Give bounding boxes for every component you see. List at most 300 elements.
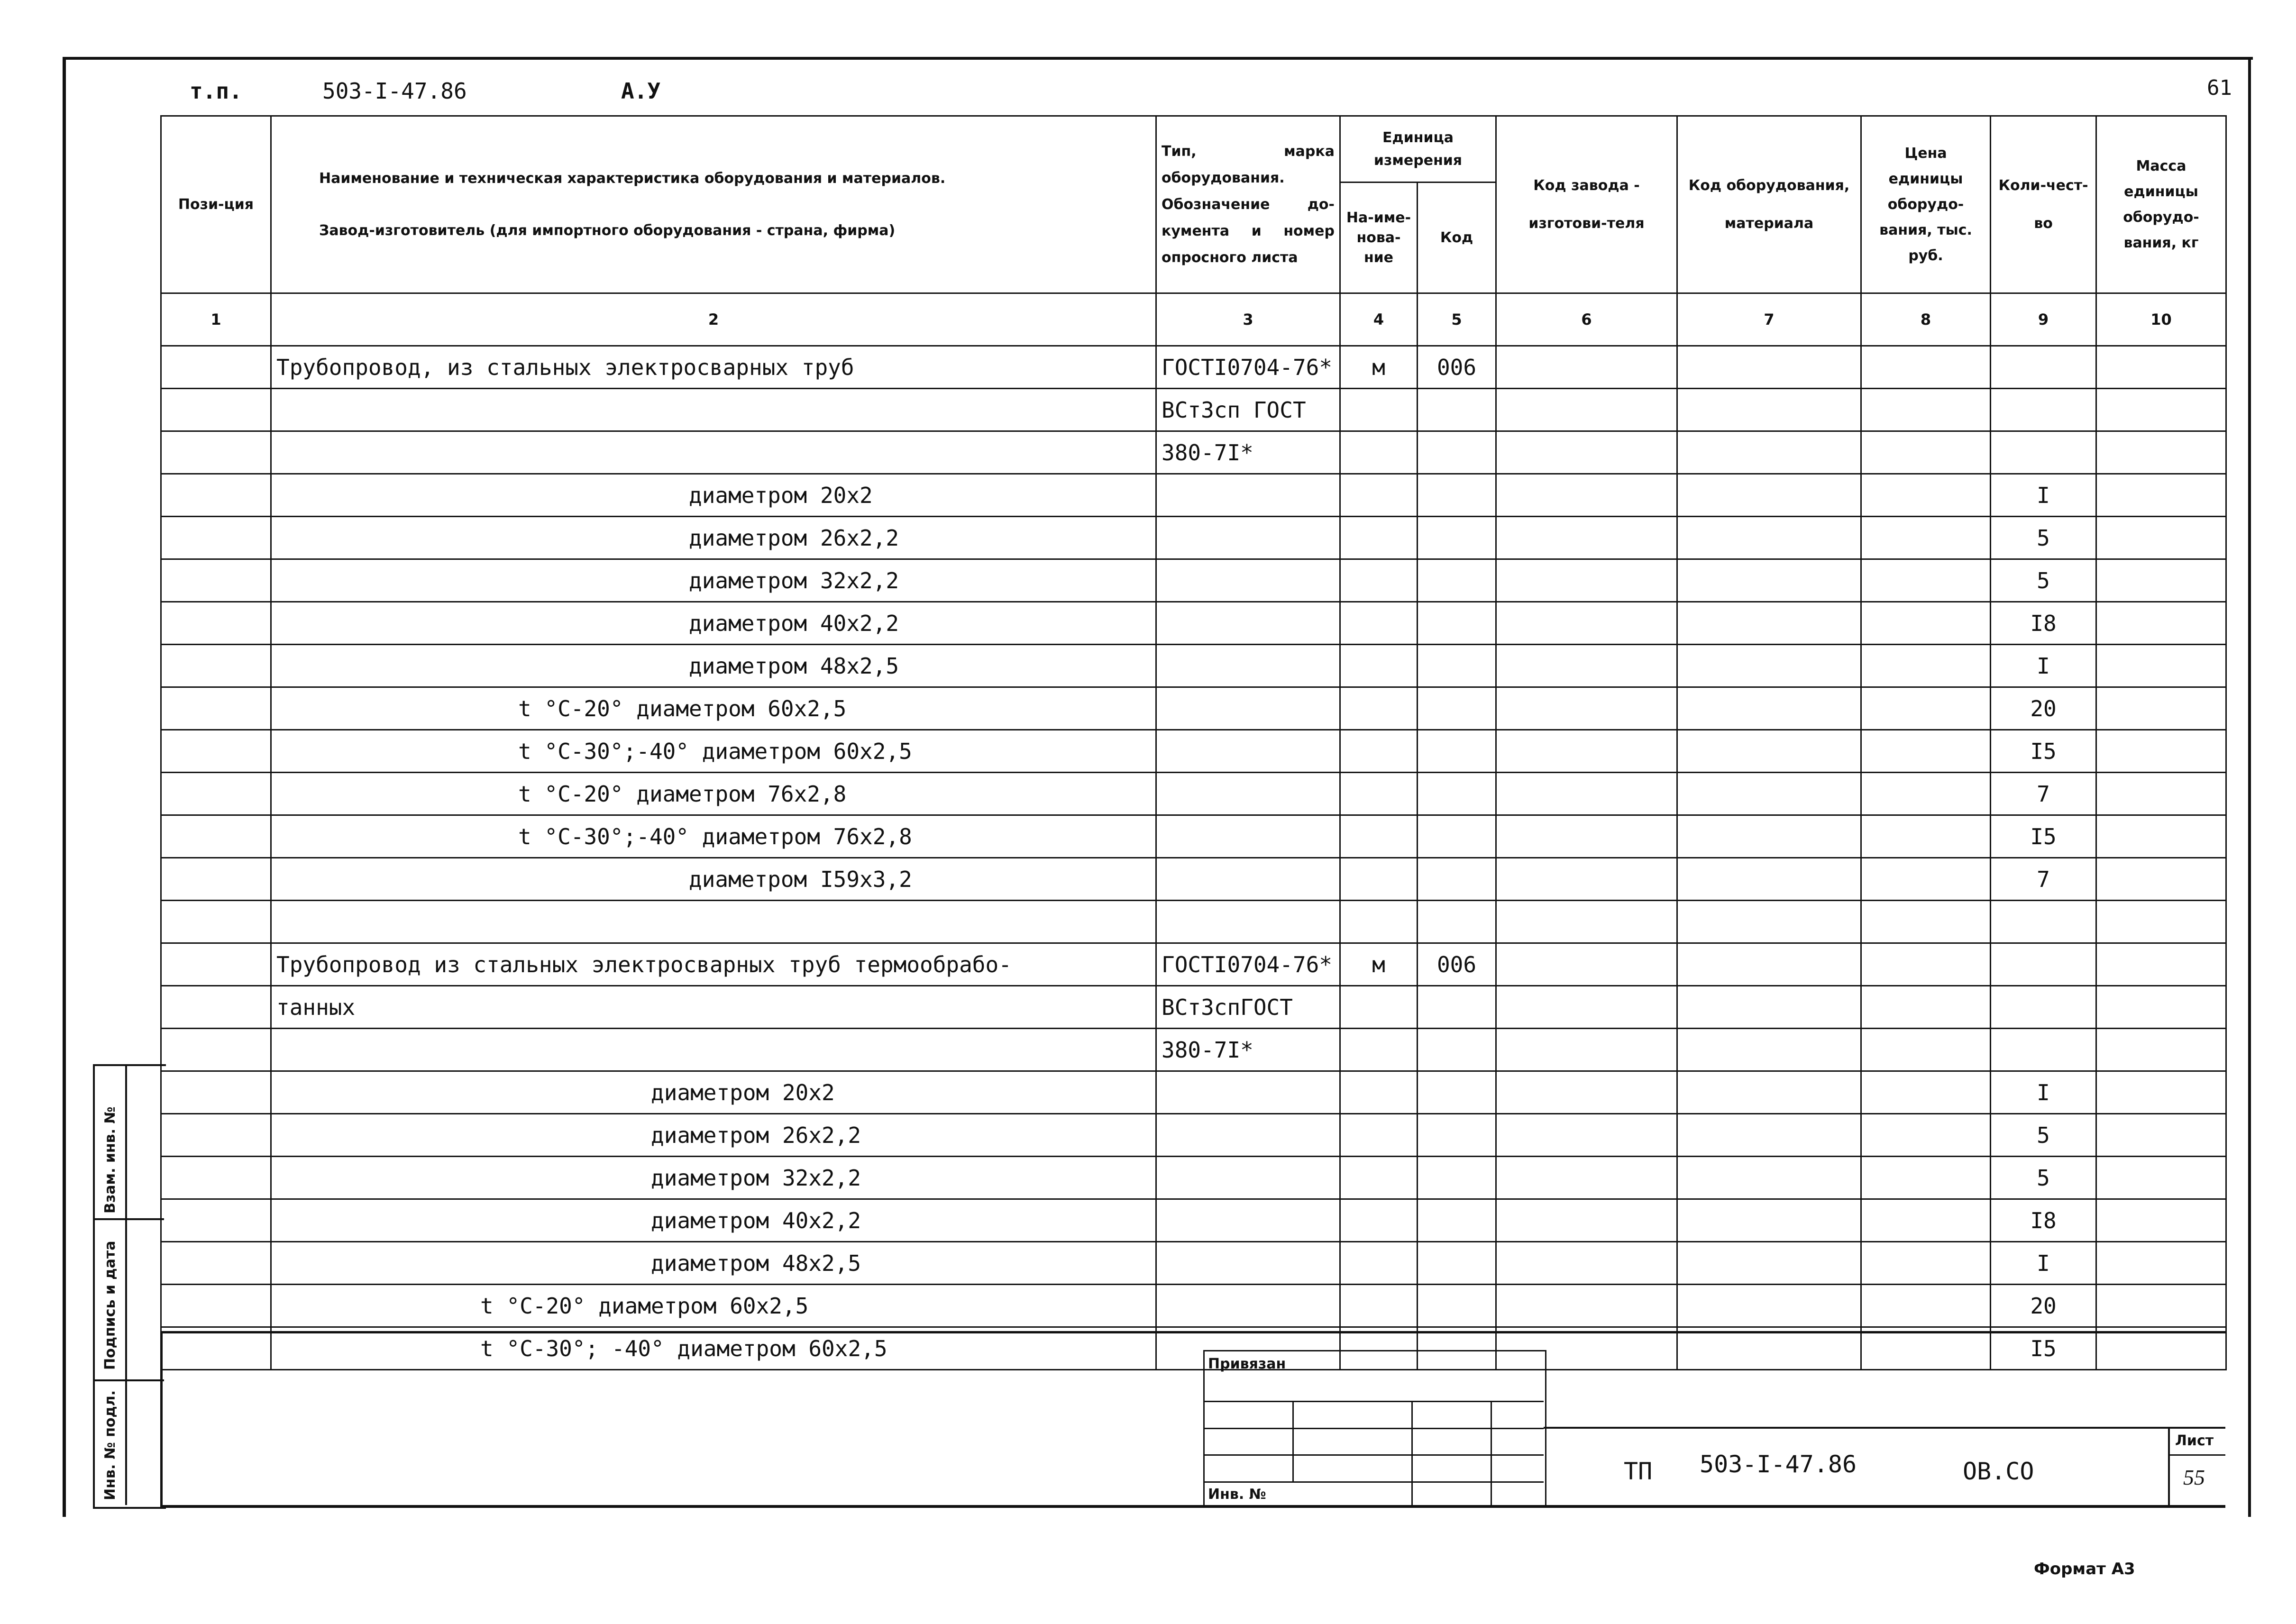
col-number: 9 xyxy=(1991,293,2096,346)
row-unit: м xyxy=(1340,346,1418,389)
header-mass: Масса единицы оборудо-вания, кг xyxy=(2096,116,2226,293)
row-name: диаметром 48х2,5 xyxy=(271,645,1156,687)
row-unit-code xyxy=(1418,1071,1496,1114)
table-cell xyxy=(161,1242,271,1285)
row-type xyxy=(1156,901,1340,943)
col-number: 4 xyxy=(1340,293,1418,346)
table-cell xyxy=(1677,730,1861,773)
table-row xyxy=(161,986,2226,1029)
row-unit xyxy=(1340,773,1418,815)
title-block-tp: ТП xyxy=(1624,1458,1653,1485)
table-cell xyxy=(1677,559,1861,602)
table-cell xyxy=(1677,1029,1861,1071)
row-type xyxy=(1156,730,1340,773)
title-block-sheet-divider xyxy=(2168,1427,2170,1507)
table-cell xyxy=(161,645,271,687)
stamp-line xyxy=(1491,1401,1492,1505)
bottom-area-top-line xyxy=(160,1331,2225,1333)
table-cell xyxy=(1496,645,1677,687)
table-cell xyxy=(1861,1327,1991,1370)
table-row xyxy=(161,858,2226,901)
row-quantity: I xyxy=(1991,1071,2096,1114)
table-cell xyxy=(2096,602,2226,645)
row-quantity xyxy=(1991,986,2096,1029)
table-cell xyxy=(1677,1071,1861,1114)
table-cell xyxy=(1677,687,1861,730)
title-block-sheet-label: Лист xyxy=(2175,1432,2214,1449)
row-unit-code xyxy=(1418,1157,1496,1199)
table-cell xyxy=(1496,346,1677,389)
row-type xyxy=(1156,1285,1340,1327)
table-cell xyxy=(1496,431,1677,474)
stamp-line xyxy=(1203,1401,1544,1402)
frame-top-line xyxy=(63,57,2253,60)
specification-table xyxy=(160,115,2227,1370)
row-quantity: 7 xyxy=(1991,773,2096,815)
table-cell xyxy=(2096,986,2226,1029)
row-quantity: 5 xyxy=(1991,559,2096,602)
title-block-number: 503-I-47.86 xyxy=(1700,1451,1857,1478)
row-type: ГОСТI0704-76* xyxy=(1156,943,1340,986)
stamp-line xyxy=(1203,1481,1544,1483)
row-unit-code xyxy=(1418,474,1496,517)
table-cell xyxy=(161,517,271,559)
row-type xyxy=(1156,1114,1340,1157)
col-number: 7 xyxy=(1677,293,1861,346)
table-cell xyxy=(1861,1157,1991,1199)
table-cell xyxy=(1496,1285,1677,1327)
table-row xyxy=(161,773,2226,815)
row-quantity xyxy=(1991,943,2096,986)
table-cell xyxy=(1861,1285,1991,1327)
row-unit-code xyxy=(1418,1285,1496,1327)
row-name: диаметром 40х2,2 xyxy=(271,1199,1156,1242)
bottom-area-left-line xyxy=(160,1331,163,1507)
row-unit-code: 006 xyxy=(1418,943,1496,986)
row-name: Трубопровод из стальных электросварных труб термообрабо- xyxy=(271,943,1156,986)
row-unit-code xyxy=(1418,858,1496,901)
row-name: диаметром 26х2,2 xyxy=(271,1114,1156,1157)
table-cell xyxy=(1677,602,1861,645)
row-name: Трубопровод, из стальных электросварных труб xyxy=(271,346,1156,389)
table-cell xyxy=(1677,474,1861,517)
table-cell xyxy=(2096,389,2226,431)
row-quantity: I5 xyxy=(1991,1327,2096,1370)
row-unit-code xyxy=(1418,815,1496,858)
row-unit-code xyxy=(1418,517,1496,559)
row-unit-code xyxy=(1418,730,1496,773)
row-name xyxy=(271,389,1156,431)
stamp-line xyxy=(1203,1454,1544,1456)
table-cell xyxy=(161,1029,271,1071)
table-cell xyxy=(1496,1157,1677,1199)
table-cell xyxy=(2096,346,2226,389)
row-unit xyxy=(1340,1242,1418,1285)
table-cell xyxy=(2096,858,2226,901)
row-name: t °C-20° диаметром 60х2,5 xyxy=(271,687,1156,730)
table-cell xyxy=(1861,815,1991,858)
table-cell xyxy=(161,1327,271,1370)
header-maker-code: Код завода - изготови-теля xyxy=(1496,116,1677,293)
table-row xyxy=(161,687,2226,730)
stamp-line xyxy=(1411,1401,1413,1505)
title-block-sheet-line xyxy=(2168,1454,2225,1456)
table-cell xyxy=(161,431,271,474)
col-number: 3 xyxy=(1156,293,1340,346)
table-cell xyxy=(1861,1071,1991,1114)
table-cell xyxy=(161,901,271,943)
table-cell xyxy=(1496,1199,1677,1242)
table-cell xyxy=(1496,730,1677,773)
table-cell xyxy=(161,474,271,517)
table-cell xyxy=(1677,1157,1861,1199)
row-unit xyxy=(1340,431,1418,474)
table-row xyxy=(161,943,2226,986)
table-row xyxy=(161,602,2226,645)
table-cell xyxy=(1496,559,1677,602)
table-cell xyxy=(1861,1199,1991,1242)
row-name: танных xyxy=(271,986,1156,1029)
row-unit xyxy=(1340,1285,1418,1327)
row-unit xyxy=(1340,389,1418,431)
table-cell xyxy=(161,730,271,773)
row-unit-code xyxy=(1418,389,1496,431)
row-unit xyxy=(1340,901,1418,943)
table-cell xyxy=(1861,517,1991,559)
table-row xyxy=(161,1199,2226,1242)
row-name xyxy=(271,1029,1156,1071)
table-cell xyxy=(161,346,271,389)
row-quantity xyxy=(1991,1029,2096,1071)
table-row xyxy=(161,517,2226,559)
row-type xyxy=(1156,1071,1340,1114)
table-cell xyxy=(161,1157,271,1199)
row-quantity xyxy=(1991,346,2096,389)
row-quantity xyxy=(1991,431,2096,474)
side-label-sign-date: Подпись и дата xyxy=(102,1241,119,1370)
table-cell xyxy=(2096,943,2226,986)
row-type: ВСт3спГОСТ xyxy=(1156,986,1340,1029)
row-type xyxy=(1156,517,1340,559)
table-cell xyxy=(1496,687,1677,730)
title-block-top-line xyxy=(1544,1427,2225,1429)
format-label: Формат А3 xyxy=(2034,1560,2135,1578)
row-quantity: I5 xyxy=(1991,730,2096,773)
row-name: диаметром 20х2 xyxy=(271,474,1156,517)
row-unit xyxy=(1340,858,1418,901)
row-unit xyxy=(1340,687,1418,730)
table-cell xyxy=(161,986,271,1029)
table-cell xyxy=(1861,645,1991,687)
row-unit-code: 006 xyxy=(1418,346,1496,389)
title-block-code: ОВ.СО xyxy=(1963,1458,2034,1485)
row-type: ВСт3сп ГОСТ xyxy=(1156,389,1340,431)
table-cell xyxy=(1677,901,1861,943)
row-name: t °C-20° диаметром 60х2,5 xyxy=(271,1285,1156,1327)
table-cell xyxy=(1861,773,1991,815)
table-cell xyxy=(1496,901,1677,943)
table-cell xyxy=(1496,986,1677,1029)
table-cell xyxy=(2096,474,2226,517)
table-cell xyxy=(2096,431,2226,474)
project-number: 503-I-47.86 xyxy=(322,78,467,104)
row-name: t °C-30°; -40° диаметром 60х2,5 xyxy=(271,1327,1156,1370)
section-code: А.У xyxy=(621,78,661,104)
header-unit-code: Код xyxy=(1418,182,1496,293)
table-row xyxy=(161,1327,2226,1370)
row-quantity: 5 xyxy=(1991,1157,2096,1199)
table-cell xyxy=(1677,1114,1861,1157)
header-equipment-code: Код оборудования, материала xyxy=(1677,116,1861,293)
table-cell xyxy=(2096,815,2226,858)
row-name xyxy=(271,431,1156,474)
table-cell xyxy=(1677,389,1861,431)
row-unit xyxy=(1340,986,1418,1029)
table-cell xyxy=(1861,687,1991,730)
table-cell xyxy=(161,389,271,431)
table-cell xyxy=(2096,1071,2226,1114)
table-cell xyxy=(161,815,271,858)
header-quantity: Коли-чест-во xyxy=(1991,116,2096,293)
row-quantity: I8 xyxy=(1991,602,2096,645)
row-unit-code xyxy=(1418,1242,1496,1285)
row-type xyxy=(1156,773,1340,815)
col-number: 5 xyxy=(1418,293,1496,346)
table-cell xyxy=(2096,1327,2226,1370)
table-cell xyxy=(2096,1242,2226,1285)
col-number: 8 xyxy=(1861,293,1991,346)
table-cell xyxy=(2096,1285,2226,1327)
table-cell xyxy=(1861,1029,1991,1071)
row-type xyxy=(1156,815,1340,858)
row-name: диаметром 32х2,2 xyxy=(271,559,1156,602)
row-unit-code xyxy=(1418,986,1496,1029)
row-unit xyxy=(1340,517,1418,559)
side-label-inv-orig: Инв. № подл. xyxy=(102,1390,119,1500)
row-quantity: I xyxy=(1991,474,2096,517)
table-cell xyxy=(1861,389,1991,431)
table-cell xyxy=(1861,858,1991,901)
row-unit xyxy=(1340,474,1418,517)
table-cell xyxy=(1861,986,1991,1029)
row-name: диаметром 48х2,5 xyxy=(271,1242,1156,1285)
row-unit-code xyxy=(1418,773,1496,815)
row-type xyxy=(1156,1242,1340,1285)
row-name: диаметром 26х2,2 xyxy=(271,517,1156,559)
table-cell xyxy=(1496,602,1677,645)
table-cell xyxy=(1861,901,1991,943)
row-unit xyxy=(1340,559,1418,602)
row-unit xyxy=(1340,602,1418,645)
table-row xyxy=(161,1242,2226,1285)
table-cell xyxy=(1861,730,1991,773)
table-cell xyxy=(1496,1242,1677,1285)
table-cell xyxy=(161,1114,271,1157)
side-strip-divider xyxy=(93,1379,164,1381)
table-cell xyxy=(2096,687,2226,730)
table-cell xyxy=(1496,517,1677,559)
row-type xyxy=(1156,645,1340,687)
row-type xyxy=(1156,559,1340,602)
col-number: 6 xyxy=(1496,293,1677,346)
table-cell xyxy=(1496,858,1677,901)
row-name: t °C-30°;-40° диаметром 76х2,8 xyxy=(271,815,1156,858)
table-cell xyxy=(1496,389,1677,431)
frame-left-line xyxy=(63,57,66,1517)
row-quantity: I5 xyxy=(1991,815,2096,858)
page-number: 61 xyxy=(2207,76,2232,100)
table-cell xyxy=(2096,773,2226,815)
row-quantity: 7 xyxy=(1991,858,2096,901)
row-unit xyxy=(1340,1114,1418,1157)
row-name: диаметром 40х2,2 xyxy=(271,602,1156,645)
side-strip-divider xyxy=(125,1064,127,1505)
tp-label: т.п. xyxy=(190,78,242,104)
row-unit xyxy=(1340,815,1418,858)
table-row xyxy=(161,815,2226,858)
row-quantity: 20 xyxy=(1991,687,2096,730)
table-cell xyxy=(161,773,271,815)
table-row xyxy=(161,1114,2226,1157)
table-cell xyxy=(161,687,271,730)
frame-bottom-line xyxy=(160,1505,2225,1508)
row-unit xyxy=(1340,1029,1418,1071)
table-cell xyxy=(2096,559,2226,602)
stamp-line xyxy=(1292,1401,1294,1481)
row-quantity: 5 xyxy=(1991,1114,2096,1157)
row-unit-code xyxy=(1418,901,1496,943)
row-name: t °C-20° диаметром 76х2,8 xyxy=(271,773,1156,815)
row-type: 380-7I* xyxy=(1156,431,1340,474)
row-quantity: I8 xyxy=(1991,1199,2096,1242)
table-cell xyxy=(2096,730,2226,773)
table-cell xyxy=(1496,474,1677,517)
row-type: ГОСТI0704-76* xyxy=(1156,346,1340,389)
row-type xyxy=(1156,1199,1340,1242)
table-cell xyxy=(161,1199,271,1242)
table-row xyxy=(161,559,2226,602)
stamp-line xyxy=(1203,1428,1544,1429)
row-unit-code xyxy=(1418,1029,1496,1071)
table-cell xyxy=(1677,1199,1861,1242)
table-cell xyxy=(1677,645,1861,687)
row-unit xyxy=(1340,1071,1418,1114)
row-name: t °C-30°;-40° диаметром 60х2,5 xyxy=(271,730,1156,773)
row-unit-code xyxy=(1418,1199,1496,1242)
title-block-sheet-number: 55 xyxy=(2183,1465,2205,1489)
row-unit xyxy=(1340,1199,1418,1242)
table-cell xyxy=(2096,1029,2226,1071)
row-unit xyxy=(1340,730,1418,773)
table-row xyxy=(161,1071,2226,1114)
table-cell xyxy=(2096,1199,2226,1242)
table-cell xyxy=(1677,517,1861,559)
table-cell xyxy=(1496,1114,1677,1157)
table-cell xyxy=(1677,1242,1861,1285)
table-cell xyxy=(161,559,271,602)
row-unit xyxy=(1340,645,1418,687)
row-type xyxy=(1156,1157,1340,1199)
row-unit-code xyxy=(1418,687,1496,730)
column-number-row xyxy=(161,293,2226,346)
table-cell xyxy=(1496,1071,1677,1114)
side-label-replace-inv: Взам. инв. № xyxy=(102,1106,119,1213)
table-row xyxy=(161,645,2226,687)
table-cell xyxy=(161,943,271,986)
table-row xyxy=(161,1285,2226,1327)
table-row xyxy=(161,730,2226,773)
table-cell xyxy=(1496,1029,1677,1071)
row-name: диаметром 20х2 xyxy=(271,1071,1156,1114)
row-type xyxy=(1156,474,1340,517)
specification-body xyxy=(161,346,2226,1370)
table-cell xyxy=(161,1071,271,1114)
header-name xyxy=(271,116,1156,293)
row-quantity: 5 xyxy=(1991,517,2096,559)
row-type: 380-7I* xyxy=(1156,1029,1340,1071)
table-row xyxy=(161,389,2226,431)
row-unit xyxy=(1340,1157,1418,1199)
table-cell xyxy=(1861,1242,1991,1285)
table-row xyxy=(161,474,2226,517)
table-cell xyxy=(1677,1285,1861,1327)
table-cell xyxy=(1677,1327,1861,1370)
table-cell xyxy=(1677,986,1861,1029)
row-unit-code xyxy=(1418,431,1496,474)
table-cell xyxy=(1861,1114,1991,1157)
table-cell xyxy=(1861,474,1991,517)
table-cell xyxy=(1861,346,1991,389)
table-cell xyxy=(1496,815,1677,858)
table-row xyxy=(161,346,2226,389)
table-row xyxy=(161,431,2226,474)
table-cell xyxy=(1677,815,1861,858)
frame-right-line xyxy=(2248,57,2251,1517)
table-cell xyxy=(2096,1157,2226,1199)
table-cell xyxy=(1861,559,1991,602)
stamp-inv-label: Инв. № xyxy=(1208,1486,1266,1503)
row-type xyxy=(1156,858,1340,901)
col-number: 2 xyxy=(271,293,1156,346)
row-name: диаметром 32х2,2 xyxy=(271,1157,1156,1199)
row-unit-code xyxy=(1418,1114,1496,1157)
header-unit-group: Единица измерения xyxy=(1340,116,1496,182)
table-row xyxy=(161,1029,2226,1071)
row-quantity xyxy=(1991,901,2096,943)
table-cell xyxy=(1677,943,1861,986)
table-row xyxy=(161,1157,2226,1199)
row-name xyxy=(271,901,1156,943)
table-cell xyxy=(2096,645,2226,687)
row-type xyxy=(1156,687,1340,730)
table-cell xyxy=(1496,773,1677,815)
row-quantity: I xyxy=(1991,1242,2096,1285)
stamp-bound-label: Привязан xyxy=(1208,1356,1286,1372)
table-cell xyxy=(161,602,271,645)
col-number: 1 xyxy=(161,293,271,346)
header-position: Пози-ция xyxy=(161,116,271,293)
header-name-line1: Наименование и техническая характеристика оборудования и материалов. xyxy=(319,170,946,187)
header-name-line2: Завод-изготовитель (для импортного оборудования - страна, фирма) xyxy=(319,222,896,239)
table-row xyxy=(161,901,2226,943)
table-cell xyxy=(1677,346,1861,389)
table-cell xyxy=(1677,858,1861,901)
row-unit: м xyxy=(1340,943,1418,986)
table-cell xyxy=(2096,517,2226,559)
row-type xyxy=(1156,602,1340,645)
header-unit-name: На-име-нова-ние xyxy=(1340,182,1418,293)
side-strip-divider xyxy=(93,1218,164,1220)
